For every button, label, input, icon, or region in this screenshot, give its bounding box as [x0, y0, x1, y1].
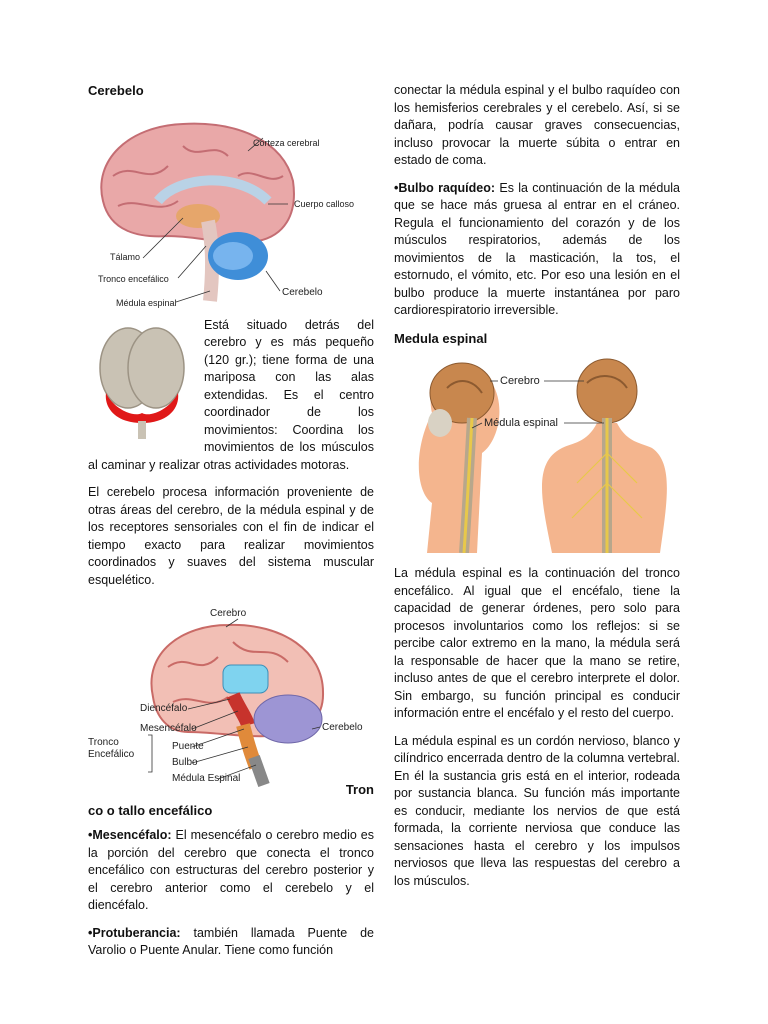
- left-column: [88, 82, 374, 970]
- fig3-label-cerebro: Cerebro: [500, 375, 540, 387]
- fig2-label-puente: Puente: [172, 741, 204, 752]
- spinal-cord-illustration: [412, 353, 674, 553]
- cerebelo-paragraph-2: El cerebelo procesa información proveniente de otras áreas del cerebro, de la médula espinal y de los receptores sensoriales con el fin de indicar el tiempo exacto para realizar movimientos coordinados y suaves del sistema muscular esquelético.: [88, 485, 374, 587]
- fig3-label-medula-espinal: Médula espinal: [484, 417, 558, 429]
- mesencefalo-paragraph: •Mesencéfalo: El mesencéfalo o cerebro medio es la porción del cerebro que conecta el tronco encefálico con estructuras del cerebro posterior y el cerebro anterior como el cerebelo y el diencéfalo.: [88, 828, 374, 912]
- tronco-heading-part1: Tron: [345, 782, 374, 797]
- protuberancia-continuation: conectar la médula espinal y el bulbo raquídeo con los hemisferios cerebrales y el cerebelo. Así, si se dañara, podría causar graves consecuencias, incluso provocar la muerte súbita o entrar en estado de coma.: [394, 83, 680, 167]
- spinal-cord-figure: [412, 353, 674, 553]
- fig2-label-tronco: Tronco: [88, 737, 119, 748]
- medula-heading: Medula espinal: [394, 330, 488, 346]
- brain-sagittal-figure: [88, 106, 355, 311]
- medula-paragraph-2: La médula espinal es un cordón nervioso, blanco y cilíndrico encerrada dentro de la columna vertebral. En él la sustancia gris está en el interior, rodeada por sustancia blanca. Su función más importante es conducir, mediante los nervios de que está formada, la corriente nerviosa que conduce las sensaciones hasta el cerebro y los impulsos nerviosos que lleva las respuestas del cerebro a los músculos.: [394, 733, 680, 888]
- cerebelo-heading: Cerebelo: [88, 83, 144, 98]
- fig2-label-diencefalo: Diencéfalo: [140, 703, 188, 714]
- bulbo-paragraph: •Bulbo raquídeo: Es la continuación de la médula que se hace más gruesa al entrar en el cráneo. Regula el funcionamiento del corazón y de los músculos respiratorios, además de los movimientos de la masticación, la tos, el estornudo, el vómito, etc. Por eso una lesión en el bulbo produce la muerte instantánea por paro cardiorespiratorio irreversible.: [394, 180, 681, 317]
- fig2-label-bulbo: Bulbo: [172, 757, 198, 768]
- medula-paragraph-1: La médula espinal es la continuación del tronco encefálico. Al igual que el encéfalo, tiene la capacidad de generar órdenes, pero solo para procesos involuntarios como los reflejos: si se percibe calor extremo en la mano, la médula será la responsable de hacer que la mano se retire, incluso antes de que el cerebro interprete el dolor. Sin embargo, su función principal es conducir información entre el encéfalo y el resto del cuerpo.: [394, 566, 680, 720]
- label-tronco-encefalico: Tronco encefálico: [98, 273, 169, 284]
- brainstem-illustration: [88, 607, 374, 787]
- fig2-label-medula-espinal: Médula Espinal: [172, 773, 241, 784]
- fig2-label-mesencefalo: Mesencéfalo: [140, 723, 197, 734]
- right-column: [394, 82, 680, 900]
- cerebelo-paragraph-1: Está situado detrás del cerebro y es más pequeño (120 gr.); tiene forma de una mariposa con las alas extendidas. Es el centro coordinador de los movimientos: Coordina los movimientos de los músculos al caminar y realizar otras actividades motoras.: [88, 317, 374, 472]
- tronco-heading-part2: co o tallo encefálico: [88, 802, 213, 818]
- cerebellum-rear-figure: [88, 323, 196, 443]
- label-talamo: Tálamo: [110, 251, 141, 262]
- label-corteza-cerebral: Corteza cerebral: [253, 137, 320, 148]
- label-medula-espinal: Médula espinal: [116, 297, 177, 308]
- fig2-label-cerebelo: Cerebelo: [322, 722, 363, 733]
- label-cuerpo-calloso: Cuerpo calloso: [294, 198, 355, 209]
- brain-rear-illustration: [88, 323, 196, 443]
- brainstem-figure: [88, 607, 374, 787]
- protuberancia-paragraph: •Protuberancia: también llamada Puente de Varolio o Puente Anular. Tiene como función: [88, 925, 374, 957]
- fig2-label-encefalico: Encefálico: [88, 749, 135, 760]
- label-cerebelo: Cerebelo: [282, 286, 323, 298]
- fig2-label-cerebro: Cerebro: [210, 608, 247, 619]
